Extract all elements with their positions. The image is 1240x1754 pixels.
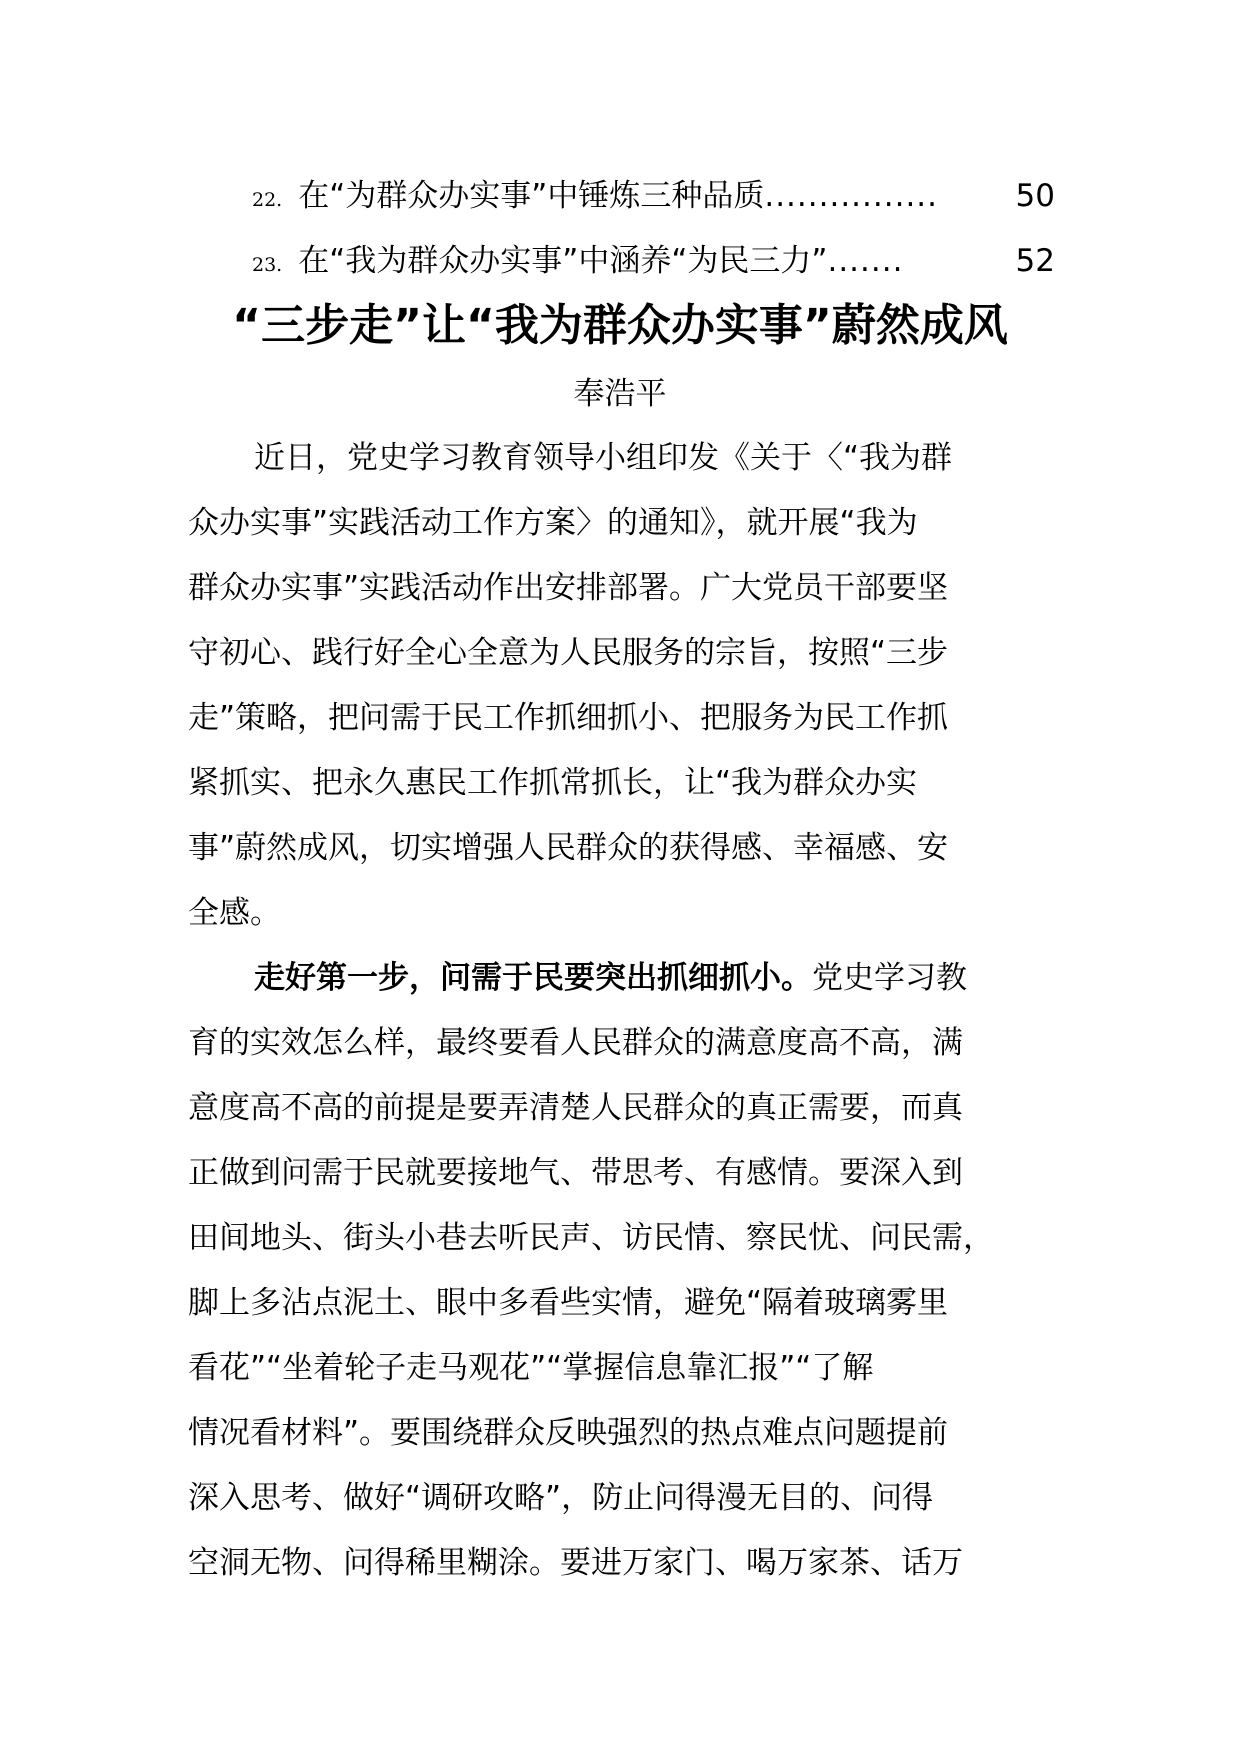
paragraph-2-line: 情况看材料”。要围绕群众反映强烈的热点难点问题提前: [188, 1415, 949, 1451]
toc-entry-title: 在“为群众办实事”中锤炼三种品质: [298, 178, 765, 214]
article-title: “三步走”让“我为群众办实事”蔚然成风: [232, 300, 1008, 351]
article-author: 奉浩平: [573, 376, 667, 412]
paragraph-1-line: 走”策略，把问需于民工作抓细抓小、把服务为民工作抓: [188, 700, 949, 736]
paragraph-1-line: 群众办实事”实践活动作出安排部署。广大党员干部要坚: [188, 570, 949, 606]
paragraph-2-line: 空洞无物、问得稀里糊涂。要进万家门、喝万家茶、话万: [188, 1545, 963, 1581]
paragraph-2-line: 田间地头、街头小巷去听民声、访民情、察民忧、问民需，: [188, 1220, 994, 1256]
paragraph-1-line: 全感。: [188, 895, 281, 931]
paragraph-1-line: 紧抓实、把永久惠民工作抓常抓长，让“我为群众办实: [188, 765, 918, 801]
paragraph-1-line: 众办实事”实践活动工作方案〉的通知》，就开展“我为: [188, 505, 918, 541]
paragraph-2-line: 深入思考、做好“调研攻略”，防止问得漫无目的、问得: [188, 1480, 934, 1516]
paragraph-2-lead-text: 党史学习教: [812, 960, 967, 996]
toc-entry-number: 23.: [252, 254, 283, 276]
toc-entry-page-number: 50: [1015, 178, 1055, 214]
paragraph-2-first-line: [254, 958, 967, 998]
paragraph-1-line: 守初心、践行好全心全意为人民服务的宗旨，按照“三步: [188, 635, 949, 671]
paragraph-2-line: 育的实效怎么样，最终要看人民群众的满意度高不高，满: [188, 1025, 963, 1061]
toc-entry-title: 在“我为群众办实事”中涵养“为民三力”: [298, 243, 828, 279]
paragraph-2-line: 意度高不高的前提是要弄清楚人民群众的真正需要，而真: [188, 1090, 963, 1126]
toc-entry-22[interactable]: [252, 176, 1055, 220]
paragraph-2-heading: 走好第一步，问需于民要突出抓细抓小。: [254, 960, 812, 996]
toc-entry-leader-dots: .......: [827, 243, 904, 279]
toc-entry-page-number: 52: [1015, 243, 1055, 279]
toc-entry-23[interactable]: [252, 241, 1055, 285]
toc-entry-number: 22.: [252, 189, 283, 211]
toc-entry-leader-dots: ................: [764, 178, 939, 214]
paragraph-1-line: 近日，党史学习教育领导小组印发《关于〈“我为群: [254, 440, 953, 476]
paragraph-1-line: 事”蔚然成风，切实增强人民群众的获得感、幸福感、安: [188, 830, 949, 866]
paragraph-2-line: 正做到问需于民就要接地气、带思考、有感情。要深入到: [188, 1155, 963, 1191]
paragraph-2-line: 脚上多沾点泥土、眼中多看些实情，避免“隔着玻璃雾里: [188, 1285, 949, 1321]
paragraph-2-line: 看花”“坐着轮子走马观花”“掌握信息靠汇报”“了解: [188, 1350, 874, 1386]
